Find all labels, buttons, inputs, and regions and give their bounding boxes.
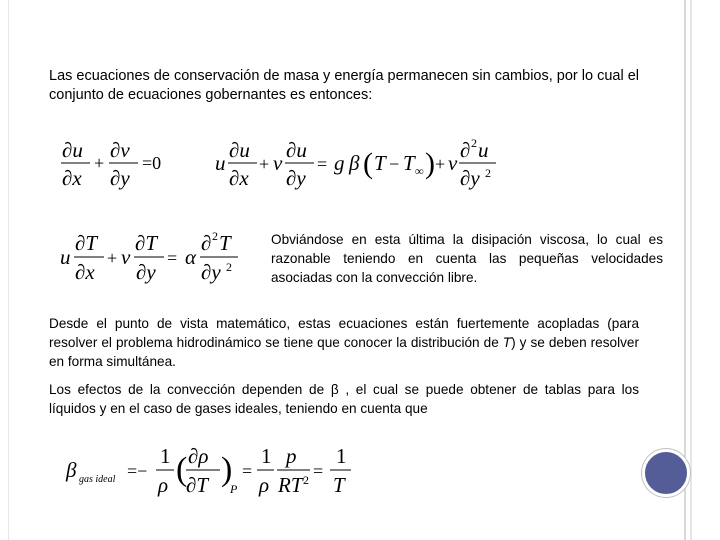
svg-text:g: g — [334, 151, 345, 175]
svg-text:u: u — [478, 138, 489, 162]
slide-heading: Las ecuaciones de conservación de masa y energía permanecen sin cambios, por lo cual el conjunto de ecuaciones gobernantes es entonces: — [49, 68, 640, 103]
svg-text:∂: ∂ — [460, 138, 471, 162]
svg-text:∂x: ∂x — [75, 260, 95, 284]
svg-text:2: 2 — [212, 229, 218, 243]
aside-note: Obviándose en esta última la disipación viscosa, lo cual es razonable teniendo en cuenta las pequeñas velocidades asociadas con la convección libre. — [271, 232, 663, 285]
svg-text:p: p — [286, 444, 297, 468]
paragraph-beta — [49, 380, 639, 418]
svg-text:+: + — [435, 154, 446, 174]
paragraph-coupling — [49, 314, 639, 371]
svg-text:=: = — [242, 461, 253, 481]
svg-text:β: β — [66, 458, 77, 482]
svg-text:∂u: ∂u — [62, 138, 83, 162]
svg-text:RT: RT — [278, 473, 303, 497]
equation-energy — [58, 228, 248, 288]
svg-text:∂x: ∂x — [62, 166, 82, 190]
svg-text:2: 2 — [303, 473, 309, 487]
svg-text:+: + — [259, 154, 270, 174]
slide-border-right-inner — [690, 0, 692, 540]
paragraph2-text-a: Los efectos de la convección dependen de — [49, 382, 331, 397]
svg-text:1: 1 — [261, 444, 272, 468]
svg-text:∂ρ: ∂ρ — [188, 444, 209, 468]
svg-text:∂y: ∂y — [201, 260, 221, 284]
svg-text:∂: ∂ — [201, 231, 212, 255]
svg-text:ν: ν — [448, 151, 458, 175]
beta-symbol: β — [330, 382, 339, 397]
svg-text:1: 1 — [336, 444, 347, 468]
svg-text:v: v — [121, 245, 131, 269]
svg-text:=−: =− — [127, 461, 148, 481]
svg-text:α: α — [185, 245, 197, 269]
svg-text:gas ideal: gas ideal — [79, 474, 116, 485]
svg-text:T: T — [403, 151, 415, 175]
svg-text:u: u — [215, 151, 226, 175]
svg-text:∂T: ∂T — [186, 473, 209, 497]
svg-text:2: 2 — [485, 166, 491, 180]
svg-text:P: P — [230, 482, 238, 496]
svg-text:β: β — [349, 151, 360, 175]
svg-text:=: = — [313, 461, 324, 481]
svg-text:=0: =0 — [142, 153, 162, 173]
svg-text:∂y: ∂y — [460, 166, 480, 190]
svg-text:∂y: ∂y — [136, 260, 156, 284]
svg-text:): ) — [221, 451, 233, 488]
svg-text:ρ: ρ — [158, 473, 169, 497]
svg-text:=: = — [167, 248, 178, 268]
svg-text:+: + — [94, 153, 105, 173]
equation-momentum — [213, 133, 498, 195]
svg-text:1: 1 — [160, 444, 171, 468]
svg-text:2: 2 — [471, 136, 477, 150]
svg-text:∂y: ∂y — [286, 166, 306, 190]
svg-text:∂u: ∂u — [286, 138, 307, 162]
paragraph1-text-b: ) y se deben resolver en forma simultánea. — [49, 335, 640, 369]
svg-text:): ) — [425, 147, 435, 180]
svg-text:∂T: ∂T — [135, 231, 158, 255]
svg-text:−: − — [389, 154, 400, 174]
slide-border-left — [8, 0, 9, 540]
svg-text:∂v: ∂v — [110, 138, 130, 162]
svg-text:(: ( — [176, 451, 188, 488]
paragraph1-variable: T — [502, 335, 512, 350]
svg-text:u: u — [60, 245, 71, 269]
svg-text:∂x: ∂x — [229, 166, 249, 190]
equation-beta-ideal-gas — [64, 440, 364, 502]
svg-text:(: ( — [363, 147, 373, 180]
svg-text:2: 2 — [226, 260, 232, 274]
svg-text:v: v — [273, 151, 283, 175]
svg-text:∞: ∞ — [415, 164, 424, 178]
equation-continuity — [60, 136, 170, 192]
svg-text:∂y: ∂y — [110, 166, 130, 190]
svg-text:=: = — [317, 154, 328, 174]
svg-text:+: + — [107, 248, 118, 268]
svg-text:T: T — [374, 151, 386, 175]
svg-text:∂T: ∂T — [75, 231, 98, 255]
paragraph1-text-a: Desde el punto de vista matemático, estas ecuaciones están fuertemente acopladas (para resolver el problema hidrodinámico se tiene que conocer la distribución de — [49, 316, 639, 350]
paragraph2-text-b: , el cual se puede obtener de tablas para los líquidos y en el caso de gases ideales, teniendo en cuenta que — [49, 382, 639, 416]
svg-text:∂u: ∂u — [229, 138, 250, 162]
svg-text:T: T — [219, 231, 231, 255]
decorative-circle — [642, 449, 690, 497]
svg-text:ρ: ρ — [259, 473, 270, 497]
svg-text:T: T — [333, 473, 345, 497]
